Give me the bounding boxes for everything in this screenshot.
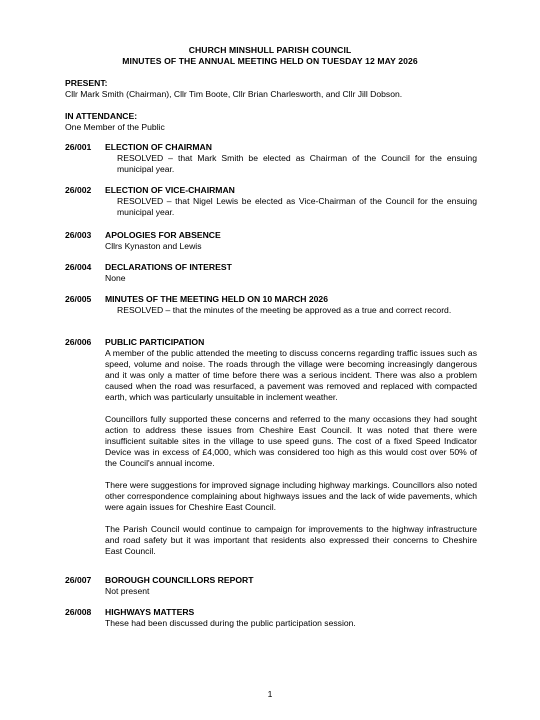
item-number: 26/004 [65,262,92,272]
item-number: 26/005 [65,294,92,304]
attendance-heading: IN ATTENDANCE: [65,111,138,121]
item-title: BOROUGH COUNCILLORS REPORT [105,575,254,585]
item-paragraph: There were suggestions for improved signage including highway markings. Councillors also noted other correspondence complaining about highways issues and the lack of wide pavements, which were again issues for Cheshire East Council. [105,480,477,512]
item-body [105,586,477,597]
document-header [0,45,540,67]
item-paragraph: Councillors fully supported these concerns and referred to the many occasions they had sought action to address these issues from Cheshire East Council. It was noted that there were insufficient suitable sites in the village to use speed guns. The cost of a fixed Speed Indicator Device was in excess of £4,000, which was considered too high as this would cost over 50% of the Council's annual income. [105,414,477,468]
present-section [65,78,477,100]
council-name: CHURCH MINSHULL PARISH COUNCIL [188,45,352,55]
item-title: ELECTION OF VICE-CHAIRMAN [105,185,235,195]
item-paragraph: RESOLVED – that the minutes of the meeting be approved as a true and correct record. [117,305,452,315]
present-text: Cllr Mark Smith (Chairman), Cllr Tim Boote, Cllr Brian Charlesworth, and Cllr Jill Dobson. [65,89,403,99]
item-body [117,305,477,316]
attendance-section [65,111,477,133]
item-paragraph: Not present [105,586,150,596]
item-paragraph: RESOLVED – that Mark Smith be elected as Chairman of the Council for the ensuing municipal year. [117,153,477,174]
item-number: 26/006 [65,337,92,347]
item-paragraph: A member of the public attended the meeting to discuss concerns regarding traffic issues such as speed, volume and noise. The roads through the village were becoming increasingly dangerous and it was only a matter of time before there was a serious incident. There was also a problem caused when the road was resurfaced, a pavement was removed and replaced with compacted earth, which was particularly unsuitable in inclement weather. [105,348,477,402]
item-title: DECLARATIONS OF INTEREST [105,262,232,272]
item-number: 26/002 [65,185,92,195]
attendance-text: One Member of the Public [65,122,165,132]
item-title: PUBLIC PARTICIPATION [105,337,205,347]
item-paragraph: None [105,273,126,283]
item-body [105,618,477,629]
minutes-title: MINUTES OF THE ANNUAL MEETING HELD ON TUESDAY 12 MAY 2026 [122,56,418,66]
item-title: MINUTES OF THE MEETING HELD ON 10 MARCH 2026 [105,294,328,304]
item-body [117,153,477,175]
item-paragraph: RESOLVED – that Nigel Lewis be elected as Vice-Chairman of the Council for the ensuing municipal year. [117,196,477,217]
item-body [105,273,477,284]
item-number: 26/001 [65,142,92,152]
item-body [105,348,477,557]
item-paragraph: Cllrs Kynaston and Lewis [105,241,202,251]
item-number: 26/007 [65,575,92,585]
item-paragraph: The Parish Council would continue to campaign for improvements to the highway infrastructure and road safety but it was important that residents also expressed their concerns to Cheshire East Council. [105,524,477,556]
item-body [105,241,477,252]
present-heading: PRESENT: [65,78,108,88]
item-title: APOLOGIES FOR ABSENCE [105,230,221,240]
item-number: 26/008 [65,607,92,617]
item-title: ELECTION OF CHAIRMAN [105,142,212,152]
page-number: 1 [267,689,273,699]
item-body [117,196,477,218]
item-title: HIGHWAYS MATTERS [105,607,195,617]
item-number: 26/003 [65,230,92,240]
item-paragraph: These had been discussed during the public participation session. [105,618,356,628]
